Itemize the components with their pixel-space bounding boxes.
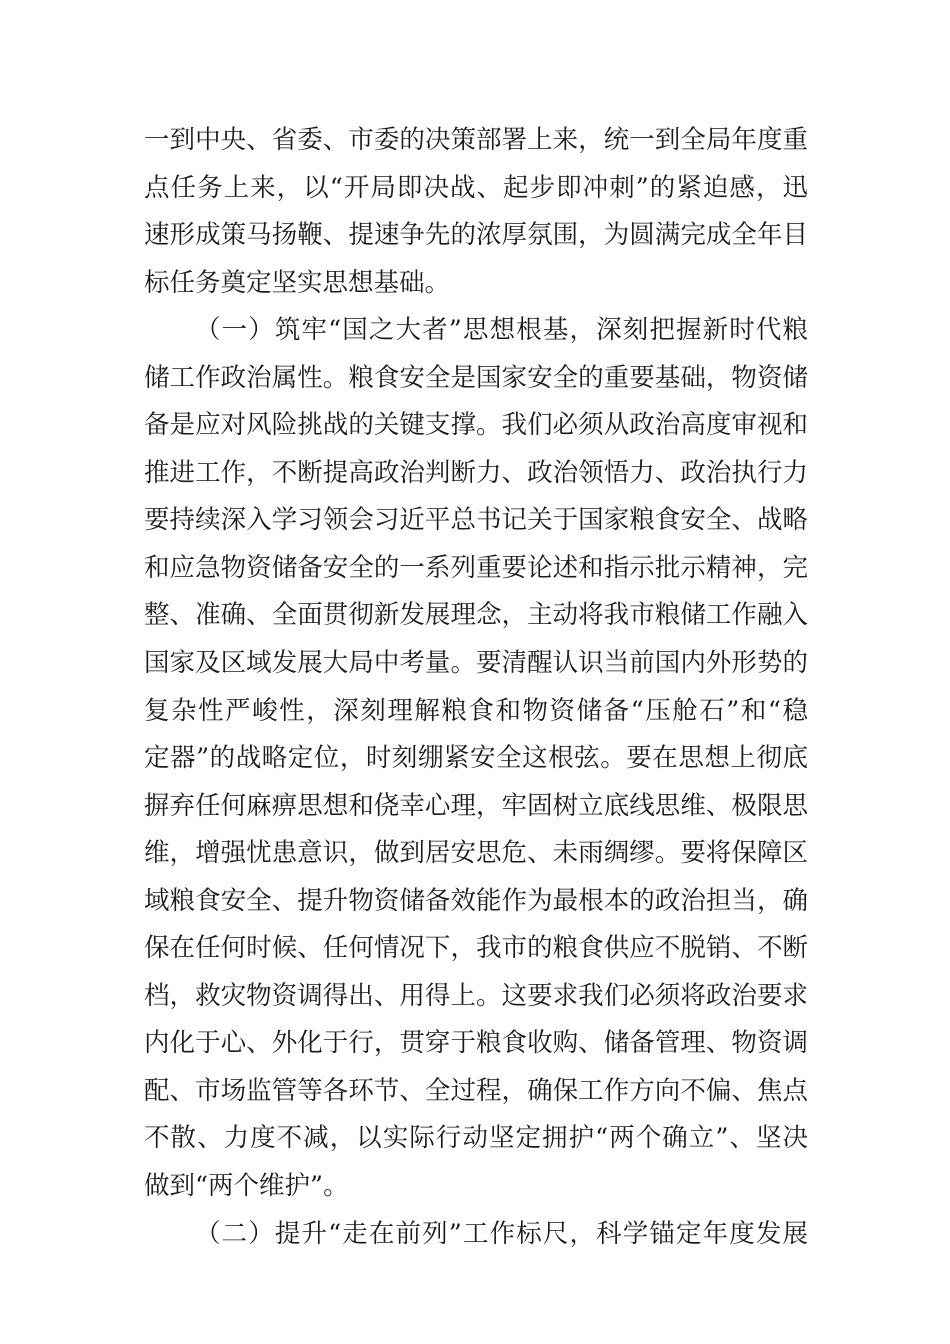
- body-text: [144, 117, 808, 1258]
- text-line: 定器”的战略定位，时刻绷紧安全这根弦。要在思想上彻底: [144, 743, 808, 774]
- text-line: 储工作政治属性。粮食安全是国家安全的重要基础，物资储: [144, 362, 808, 393]
- text-line: 配、市场监管等各环节、全过程，确保工作方向不偏、焦点: [144, 1075, 808, 1106]
- text-line: 要持续深入学习领会习近平总书记关于国家粮食安全、战略: [144, 505, 808, 536]
- text-line: 和应急物资储备安全的一系列重要论述和指示批示精神，完: [144, 552, 808, 583]
- text-line: 档，救灾物资调得出、用得上。这要求我们必须将政治要求: [144, 980, 808, 1011]
- text-line: 整、准确、全面贯彻新发展理念，主动将我市粮储工作融入: [144, 600, 808, 631]
- text-line: 备是应对风险挑战的关键支撑。我们必须从政治高度审视和: [144, 410, 808, 441]
- text-line: 域粮食安全、提升物资储备效能作为最根本的政治担当，确: [144, 885, 808, 916]
- paragraph-continuation: [144, 117, 808, 307]
- section-heading-line: （一）筑牢“国之大者”思想根基，深刻把握新时代粮: [195, 315, 808, 346]
- text-line: 标任务奠定坚实思想基础。: [144, 267, 451, 298]
- text-line: 速形成策马扬鞭、提速争先的浓厚氛围，为圆满完成全年目: [144, 220, 808, 251]
- text-line: 保在任何时候、任何情况下，我市的粮食供应不脱销、不断: [144, 933, 808, 964]
- text-line: 推进工作，不断提高政治判断力、政治领悟力、政治执行力: [144, 457, 808, 488]
- text-line: 做到“两个维护”。: [144, 1171, 349, 1202]
- text-line: 维，增强忧患意识，做到居安思危、未雨绸缪。要将保障区: [144, 838, 808, 869]
- text-line: 一到中央、省委、市委的决策部署上来，统一到全局年度重: [144, 125, 808, 155]
- text-line: 点任务上来，以“开局即决战、起步即冲刺”的紧迫感，迅: [144, 172, 808, 203]
- section-heading-line: （二）提升“走在前列”工作标尺，科学锚定年度发展: [195, 1218, 808, 1249]
- paragraph-section-2: [144, 1211, 808, 1259]
- text-line: 不散、力度不减，以实际行动坚定拥护“两个确立”、坚决: [144, 1123, 808, 1154]
- text-line: 摒弃任何麻痹思想和侥幸心理，牢固树立底线思维、极限思: [144, 790, 808, 821]
- text-line: 复杂性严峻性，深刻理解粮食和物资储备“压舱石”和“稳: [144, 695, 808, 726]
- paragraph-section-1: [144, 307, 808, 1210]
- text-line: 国家及区域发展大局中考量。要清醒认识当前国内外形势的: [144, 648, 808, 679]
- text-line: 内化于心、外化于行，贯穿于粮食收购、储备管理、物资调: [144, 1028, 808, 1059]
